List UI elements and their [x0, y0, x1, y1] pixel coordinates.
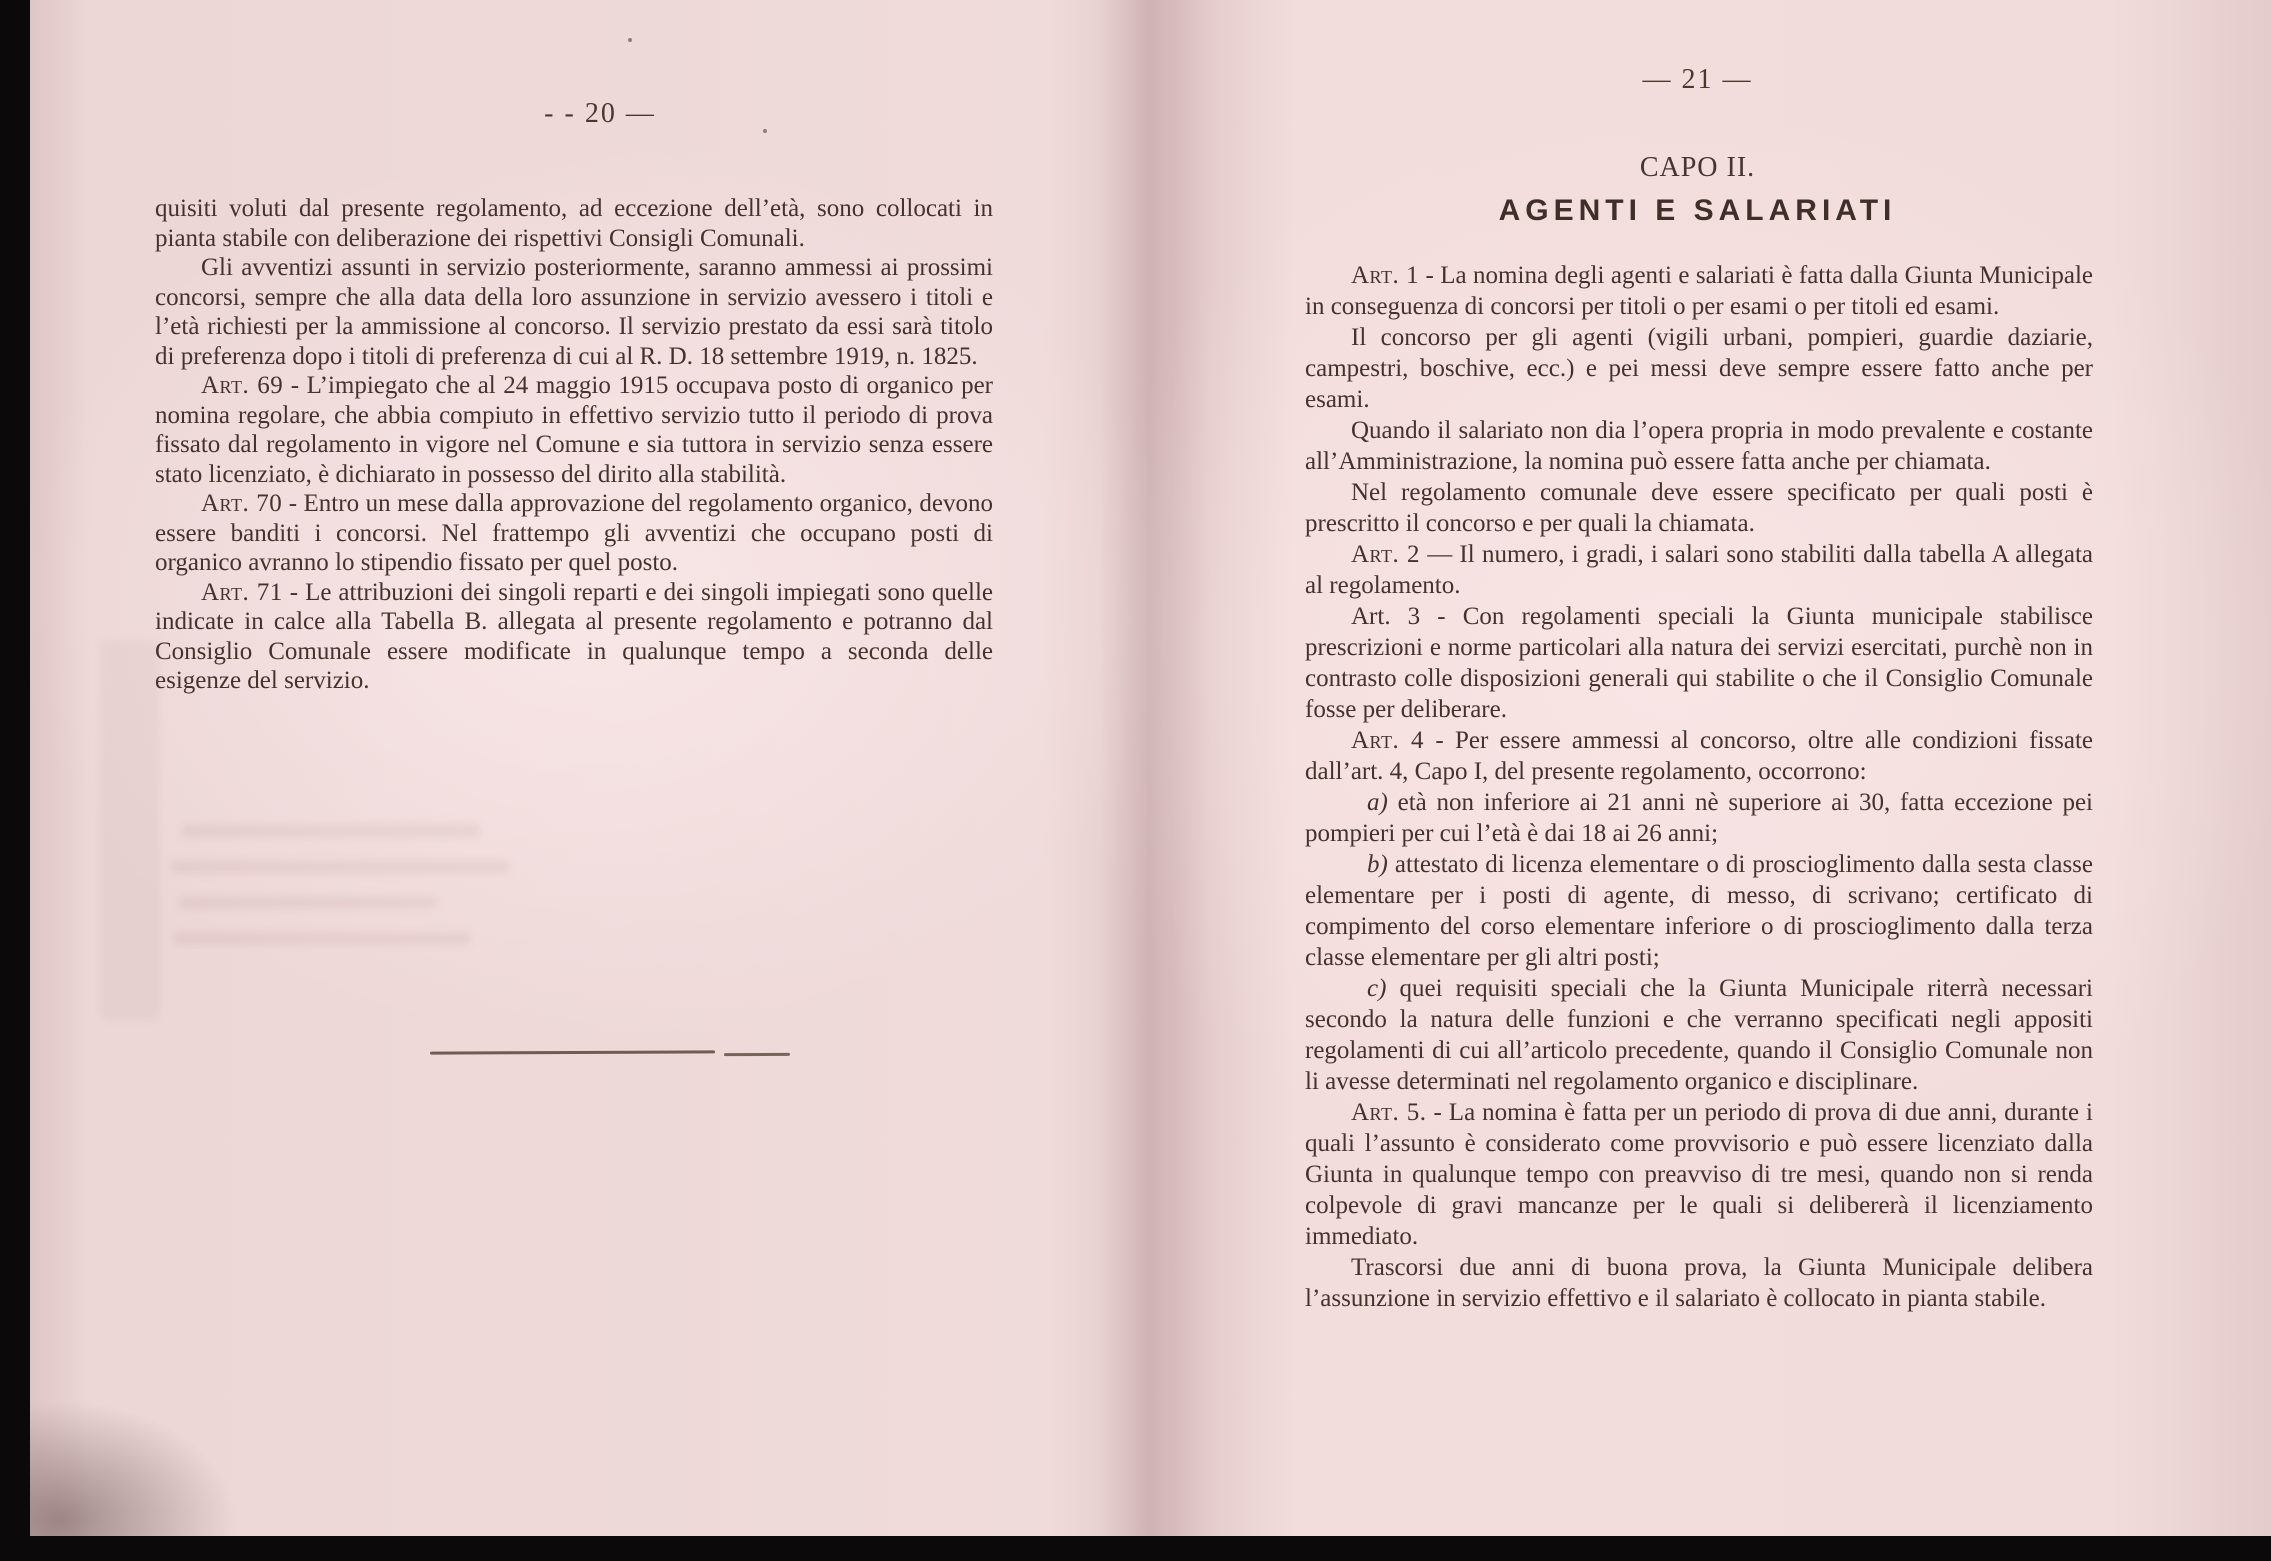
paragraph-art-3 [1305, 601, 2093, 725]
paragraph-text: Gli avventizi assunti in servizio posteriormente, saranno ammessi ai prossimi concorsi, sempre che alla data della loro assunzione in servizio avessero i titoli e l’età richiesti per la ammissione al concorso. Il servizio prestato da essi sarà titolo di preferenza dopo i titoli di preferenza di cui al R. D. 18 settembre 1919, n. 1825. [155, 254, 993, 370]
paragraph-text: - Le attribuzioni dei singoli reparti e dei singoli impiegati sono quelle indicate in calce alla Tabella B. allegata al presente regolamento e potranno dal Consiglio Comunale essere modificate in qualunque tempo a seconda delle esigenze del servizio. [155, 578, 993, 694]
paragraph-text: - La nomina degli agenti e salariati è fatta dalla Giunta Municipale in conseguenza di concorsi per titoli o per esami o per titoli ed esami. [1305, 262, 2093, 320]
show-through-mark [172, 932, 472, 945]
paragraph-art-1 [1305, 260, 2093, 322]
article-label: Art. 5. [1351, 1099, 1427, 1126]
scan-edge-bottom [0, 1536, 2271, 1561]
page-number-right: — 21 — [1642, 64, 1753, 95]
list-item-b [1305, 849, 2093, 973]
paragraph-text: - Entro un mese dalla approvazione del regolamento organico, devono essere banditi i concorsi. Nel frattempo gli avventizi che occupano posti di organico avranno lo stipendio fissato per quel posto. [155, 490, 993, 576]
paragraph-art-70 [155, 489, 993, 578]
paragraph-art-2 [1305, 539, 2093, 601]
paragraph [1305, 415, 2093, 477]
article-label: Art. 3 [1351, 603, 1421, 630]
paragraph-art-5 [1305, 1097, 2093, 1252]
article-label: Art. 1 [1351, 262, 1420, 289]
paragraph-text: - Per essere ammessi al concorso, oltre alle condizioni fissate dall’art. 4, Capo I, del presente regolamento, occorrono: [1305, 727, 2093, 785]
paragraph-text: quisiti voluti dal presente regolamento, ad eccezione dell’età, sono collocati in pianta stabile con deliberazione dei rispettivi Consigli Comunali. [155, 195, 993, 252]
paragraph-text: Nel regolamento comunale deve essere specificato per quali posti è prescritto il concorso e per quali la chiamata. [1305, 479, 2093, 537]
article-label: Art. 71 [201, 578, 283, 606]
section-divider [430, 1050, 715, 1054]
item-label: b) [1367, 851, 1388, 878]
item-label: c) [1367, 975, 1387, 1002]
chapter-heading: CAPO II. [1639, 152, 1756, 183]
show-through-mark [180, 824, 480, 838]
show-through-mark [178, 896, 438, 909]
paragraph-text: - L’impiegato che al 24 maggio 1915 occupava posto di organico per nomina regolare, che abbia compiuto in effettivo servizio tutto il periodo di prova fissato dal regolamento in vigore nel Comune e sia tuttora in servizio senza essere stato licenziato, è dichiarato in possesso del dirito alla stabilità. [155, 372, 993, 488]
paragraph-art-4 [1305, 725, 2093, 787]
list-item-c [1305, 973, 2093, 1097]
list-item-a [1305, 787, 2093, 849]
page-21 [1180, 0, 2271, 1561]
paragraph-text: età non inferiore ai 21 anni nè superiore ai 30, fatta eccezione pei pompieri per cui l’età è dai 18 ai 26 anni; [1305, 789, 2093, 847]
paragraph-text: attestato di licenza elementare o di proscioglimento dalla sesta classe elementare per i posti di agente, di messo, di scrivano; certificato di compimento del corso elementare inferiore o di proscioglimento dalla terza classe elementare per gli altri posti; [1305, 851, 2093, 971]
item-label: a) [1367, 789, 1388, 816]
paper-speck [628, 38, 632, 42]
paragraph-text: - La nomina è fatta per un periodo di prova di due anni, durante i quali l’assunto è considerato come provvisorio e può essere licenziato dalla Giunta in qualunque tempo con preavviso di tre mesi, quando non si renda colpevole di gravi mancanze per le quali si delibererà il licenziamento immediato. [1305, 1099, 2093, 1250]
paragraph [1305, 477, 2093, 539]
article-label: Art. 69 [201, 372, 284, 399]
page-number-left: - - 20 — [544, 98, 656, 129]
scan-edge-left [0, 0, 30, 1561]
page-21-text-column [1305, 260, 2093, 1314]
paragraph-text: Quando il salariato non dia l’opera propria in modo prevalente e costante all’Amministrazione, la nomina può essere fatta anche per chiamata. [1305, 417, 2093, 475]
paragraph-text: Trascorsi due anni di buona prova, la Giunta Municipale delibera l’assunzione in servizio effettivo e il salariato è collocato in pianta stabile. [1305, 1254, 2093, 1312]
paragraph [155, 194, 993, 253]
chapter-title: AGENTI E SALARIATI [1498, 194, 1897, 227]
paper-speck [763, 129, 767, 133]
article-label: Art. 2 [1351, 541, 1420, 568]
page-20-text-column [155, 194, 993, 696]
paragraph [1305, 1252, 2093, 1314]
article-label: Art. 70 [201, 490, 283, 517]
paragraph-text: quei requisiti speciali che la Giunta Municipale riterrà necessari secondo la natura delle funzioni e che verranno specificati negli appositi regolamenti di cui all’articolo precedente, quando il Consiglio Comunale non li avesse determinati nel regolamento organico e disciplinare. [1305, 975, 2093, 1095]
page-edge-shading [100, 640, 160, 1020]
paragraph-text: - Con regolamenti speciali la Giunta municipale stabilisce prescrizioni e norme particolari alla natura dei servizi esercitati, purchè non in contrasto colle disposizioni generali qui stabilite o che il Consiglio Comunale fosse per deliberare. [1305, 603, 2093, 723]
paragraph-art-69 [155, 371, 993, 489]
paragraph-text: — Il numero, i gradi, i salari sono stabiliti dalla tabella A allegata al regolamento. [1305, 541, 2093, 599]
paragraph [155, 253, 993, 371]
section-divider-dash [724, 1053, 790, 1056]
article-label: Art. 4 [1351, 727, 1425, 754]
page-20 [30, 0, 1105, 1561]
paragraph-text: Il concorso per gli agenti (vigili urbani, pompieri, guardie daziarie, campestri, boschive, ecc.) e pei messi deve sempre essere fatto anche per esami. [1305, 324, 2093, 413]
show-through-mark [170, 860, 510, 874]
page-corner-shadow [18, 1400, 238, 1550]
paragraph-art-71 [155, 578, 993, 696]
paragraph [1305, 322, 2093, 415]
